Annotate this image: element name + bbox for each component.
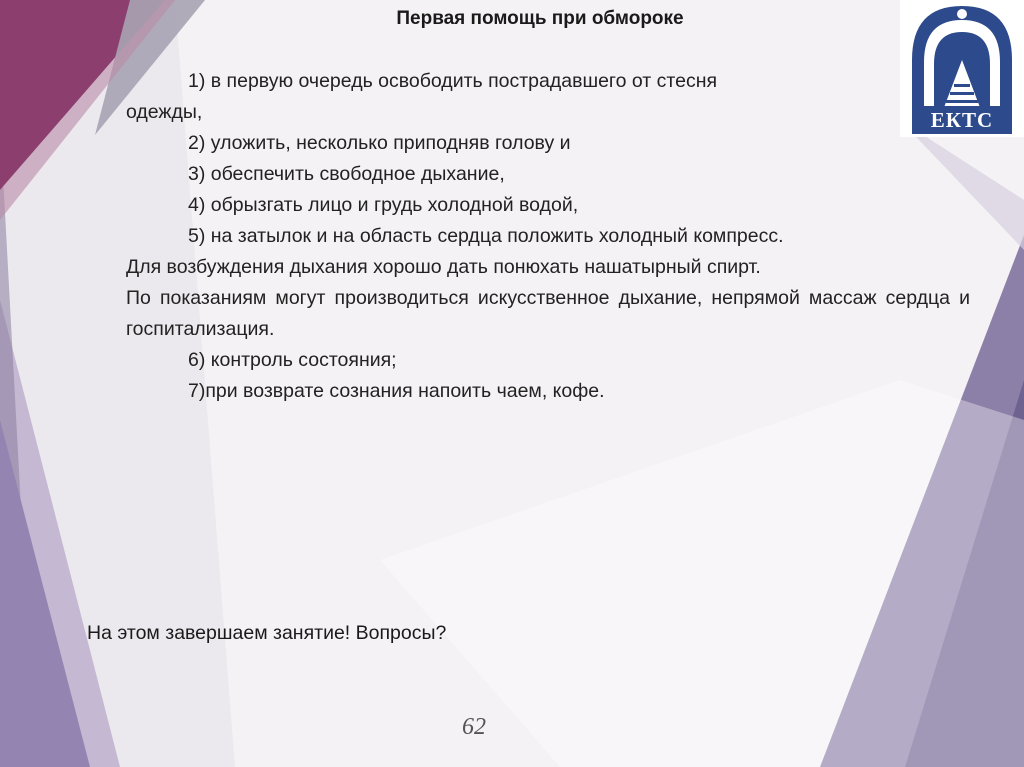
- list-item: 6) контроль состояния;: [188, 349, 397, 371]
- list-item: 3) обеспечить свободное дыхание,: [188, 163, 505, 185]
- list-item: 7)при возврате сознания напоить чаем, кофе.: [188, 380, 605, 402]
- list-item: 5) на затылок и на область сердца положить холодный компресс.: [188, 225, 784, 247]
- slide-title: Первая помощь при обмороке: [396, 8, 684, 29]
- college-logo: [900, 0, 1024, 137]
- list-item: одежды,: [126, 101, 203, 123]
- list-item: 2) уложить, несколько приподняв голову и: [188, 132, 571, 154]
- logo-text: ЕКТС: [930, 108, 994, 132]
- slide-body: [126, 66, 970, 407]
- paragraph: Для возбуждения дыхания хорошо дать понюхать нашатырный спирт.: [126, 256, 761, 278]
- list-item: 1) в первую очередь освободить пострадавшего от стесня: [188, 70, 718, 92]
- list-item: 4) обрызгать лицо и грудь холодной водой,: [188, 194, 579, 216]
- closing-text: На этом завершаем занятие! Вопросы?: [87, 622, 447, 644]
- paragraph: По показаниям могут производиться искусственное дыхание, непрямой массаж сердца и госпитализация.: [126, 287, 970, 340]
- page-number: 62: [462, 714, 486, 740]
